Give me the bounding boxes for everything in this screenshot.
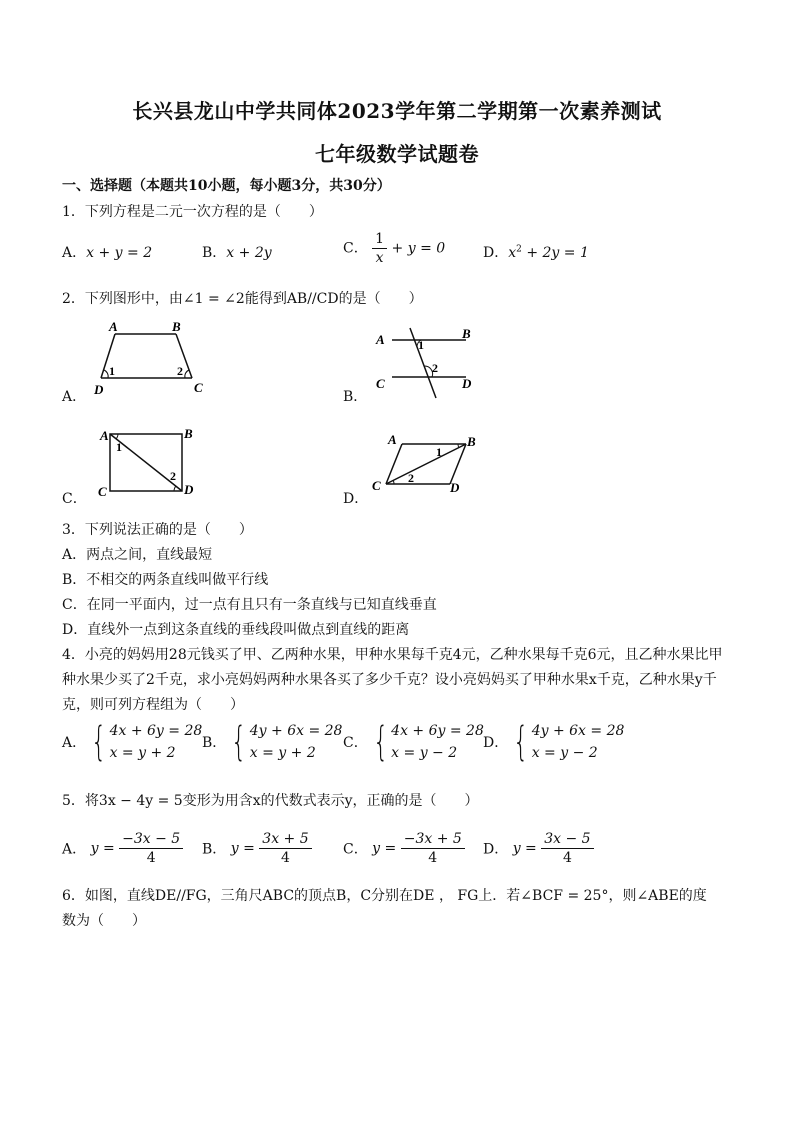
svg-text:B: B — [184, 426, 193, 441]
q2-figure-d — [372, 430, 482, 500]
section-heading: 一、选择题（本题共10小题，每小题3分，共30分） — [62, 178, 391, 194]
q1-option-c: C． $\frac{1}{x}$ + y = 0 — [343, 231, 446, 266]
svg-text:B: B — [172, 319, 181, 334]
q3-option-d: D．直线外一点到这条直线的垂线段叫做点到直线的距离 — [62, 622, 410, 638]
q2-figure-b — [372, 322, 482, 402]
q4-option-d: D． { 4y + 6x = 28 x = y − 2 — [483, 719, 625, 765]
q2-figure-a — [88, 318, 218, 398]
question-4-line1: 4．小亮的妈妈用28元钱买了甲、乙两种水果，甲种水果每千克4元，乙种水果每千克6元，且乙种水果比甲 — [62, 647, 723, 663]
svg-text:C: C — [194, 380, 203, 395]
q4-option-c: C． { 4x + 6y = 28 x = y − 2 — [343, 719, 484, 765]
q2-figure-c — [96, 424, 206, 504]
question-5-stem: 5．将3x − 4y = 5变形为用含x的代数式表示y，正确的是（ ） — [62, 793, 479, 809]
q1-c-fraction: $\frac{1}{x}$ — [372, 230, 387, 267]
svg-text:A: A — [376, 332, 385, 347]
svg-text:D: D — [184, 482, 194, 497]
q2-option-a-label: A． — [62, 389, 87, 405]
q4-option-b: B． { 4y + 6x = 28 x = y + 2 — [202, 719, 343, 765]
question-4-line3: 克，则可列方程组为（ ） — [62, 697, 244, 713]
q1-option-a: A．x + y = 2 — [62, 245, 153, 261]
svg-text:2: 2 — [177, 364, 183, 378]
q2-option-c-label: C． — [62, 491, 87, 507]
question-6-line1: 6．如图，直线DE//FG，三角尺ABC的顶点B，C分别在DE ， FG上．若∠BCF = 25°，则∠ABE的度 — [62, 888, 707, 904]
svg-text:1: 1 — [116, 440, 122, 454]
svg-text:A: A — [100, 428, 109, 443]
q5-option-a: A． y = $\frac{-3x - 5}{4}$ — [62, 830, 183, 867]
exam-title: 长兴县龙山中学共同体2023学年第二学期第一次素养测试 — [132, 99, 662, 123]
q4-option-a: A． { 4x + 6y = 28 x = y + 2 — [62, 719, 203, 765]
svg-text:C: C — [372, 478, 381, 493]
svg-text:D: D — [94, 382, 104, 397]
svg-text:1: 1 — [436, 445, 442, 459]
svg-text:B: B — [462, 326, 471, 341]
svg-text:A: A — [388, 432, 397, 447]
question-2-stem: 2．下列图形中，由∠1 = ∠2能得到AB//CD的是（ ） — [62, 291, 423, 307]
q3-option-a: A．两点之间，直线最短 — [62, 547, 213, 563]
q2-option-b-label: B． — [343, 389, 368, 405]
question-6-line2: 数为（ ） — [62, 913, 146, 929]
svg-text:A: A — [109, 319, 118, 334]
q1-option-d: D．$x^2 + 2y = 1$ — [483, 244, 589, 261]
question-4-line2: 种水果少买了2千克，求小亮妈妈两种水果各买了多少千克？设小亮妈妈买了甲种水果x千克，乙种水果y千 — [62, 672, 717, 688]
svg-text:D: D — [450, 480, 460, 495]
exam-subtitle: 七年级数学试题卷 — [315, 142, 479, 166]
svg-text:C: C — [376, 376, 385, 391]
q2-option-d-label: D． — [343, 491, 369, 507]
svg-text:2: 2 — [408, 471, 414, 485]
svg-text:D: D — [462, 376, 472, 391]
q3-option-b: B．不相交的两条直线叫做平行线 — [62, 572, 269, 588]
q5-option-c: C． y = $\frac{-3x + 5}{4}$ — [343, 830, 465, 867]
q5-option-d: D． y = $\frac{3x - 5}{4}$ — [483, 830, 594, 867]
q5-option-b: B． y = $\frac{3x + 5}{4}$ — [202, 830, 312, 867]
q1-option-b: B．x + 2y — [202, 245, 272, 261]
svg-text:2: 2 — [170, 469, 176, 483]
question-1-stem: 1．下列方程是二元一次方程的是（ ） — [62, 204, 323, 220]
svg-text:1: 1 — [418, 338, 424, 352]
svg-text:2: 2 — [432, 361, 438, 375]
q3-option-c: C．在同一平面内，过一点有且只有一条直线与已知直线垂直 — [62, 597, 437, 613]
svg-text:C: C — [98, 484, 107, 499]
svg-text:1: 1 — [109, 364, 115, 378]
svg-text:B: B — [467, 434, 476, 449]
question-3-stem: 3．下列说法正确的是（ ） — [62, 522, 253, 538]
